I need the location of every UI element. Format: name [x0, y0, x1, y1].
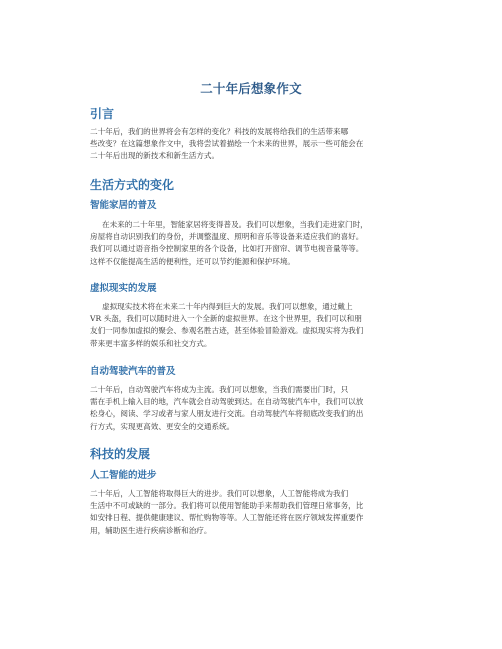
paragraph-line: 需在手机上输入目的地，汽车就会自动驾驶到达。在自动驾驶汽车中，我们可以放 — [90, 397, 364, 407]
subsection-heading-autonomous-car: 自动驾驶汽车的普及 — [90, 366, 176, 377]
paragraph-line: 用，辅助医生进行疾病诊断和治疗。 — [90, 525, 212, 535]
paragraph-line: 松身心，阅读、学习或者与家人朋友进行交流。自动驾驶汽车将彻底改变我们的出 — [90, 409, 364, 419]
paragraph-line: 友们一同参加虚拟的聚会、参观名胜古迹，甚至体验冒险游戏。虚拟现实将为我们 — [90, 326, 364, 336]
paragraph-line: 房屋将自动识别我们的身份，并调整温度、照明和音乐等设备来适应我们的喜好。 — [90, 232, 364, 242]
autonomous-car-paragraph — [90, 384, 430, 433]
smart-home-paragraph — [90, 219, 430, 268]
paragraph-line: 些改变？在这篇想象作文中，我将尝试着描绘一个未来的世界，展示一些可能会在 — [90, 139, 364, 149]
intro-paragraph — [90, 126, 430, 163]
paragraph-line: 生活中不可或缺的一部分。我们将可以使用智能助手来帮助我们管理日常事务，比 — [90, 501, 364, 511]
subsection-heading-smart-home: 智能家居的普及 — [90, 200, 157, 211]
paragraph-line: 带来更丰富多样的娱乐和社交方式。 — [90, 338, 212, 348]
section-heading-lifestyle: 生活方式的变化 — [90, 178, 175, 192]
subsection-heading-vr: 虚拟现实的发展 — [90, 283, 157, 294]
paragraph-line: 在未来的二十年里，智能家居将变得普及。我们可以想象，当我们走进家门时， — [102, 220, 368, 229]
paragraph-line: 如安排日程、提供健康建议、帮忙购物等等。人工智能还将在医疗领域发挥重要作 — [90, 513, 364, 523]
paragraph-line: 行方式，实现更高效、更安全的交通系统。 — [90, 421, 235, 431]
paragraph-line: 二十年后，我们的世界将会有怎样的变化？科技的发展将给我们的生活带来哪 — [90, 127, 349, 136]
section-heading-intro: 引言 — [90, 107, 115, 121]
paragraph-line: VR 头盔，我们可以随时进入一个全新的虚拟世界。在这个世界里，我们可以和朋 — [90, 314, 362, 324]
subsection-heading-ai: 人工智能的进步 — [90, 470, 157, 481]
ai-paragraph — [90, 488, 430, 537]
paragraph-line: 我们可以通过语音指令控制家里的各个设备，比如打开窗帘、调节电视音量等等。 — [90, 244, 364, 254]
document-title: 二十年后想象作文 — [200, 81, 302, 96]
paragraph-line: 二十年后，人工智能将取得巨大的进步。我们可以想象，人工智能将成为我们 — [90, 489, 349, 498]
paragraph-line: 这样不仅能提高生活的便利性，还可以节约能源和保护环境。 — [90, 256, 296, 266]
section-heading-technology: 科技的发展 — [90, 447, 151, 461]
paragraph-line: 二十年后，自动驾驶汽车将成为主流。我们可以想象，当我们需要出门时，只 — [90, 385, 349, 394]
vr-paragraph — [90, 301, 430, 350]
paragraph-line: 虚拟现实技术将在未来二十年内得到巨大的发展。我们可以想象，通过戴上 — [102, 302, 353, 311]
paragraph-line: 二十年后出现的新技术和新生活方式。 — [90, 151, 220, 161]
